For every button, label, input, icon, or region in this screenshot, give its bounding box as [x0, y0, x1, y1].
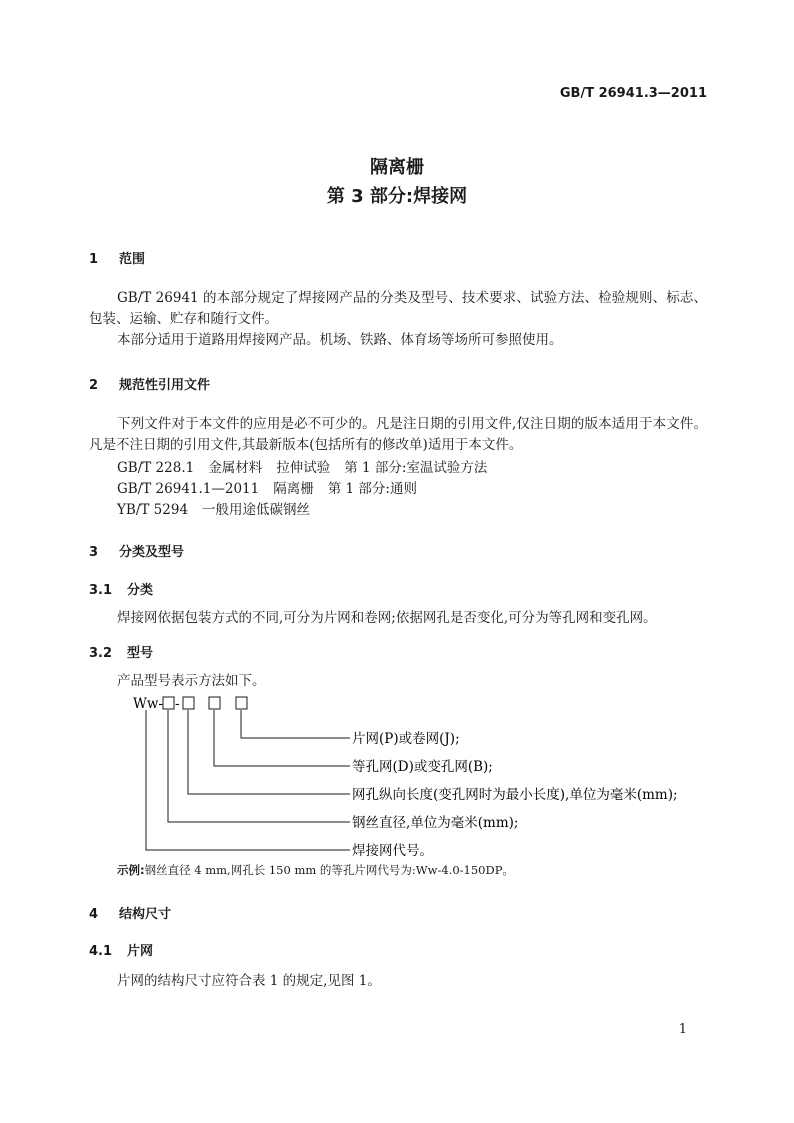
document-title: 隔离栅: [370, 157, 424, 178]
section-number: 4: [89, 907, 99, 922]
section-number: 2: [89, 378, 99, 393]
section-title: 规范性引用文件: [119, 378, 211, 393]
leader-line: [241, 710, 350, 738]
leader-line: [188, 710, 350, 794]
diagram-label: 钢丝直径,单位为毫米(mm);: [352, 815, 519, 831]
diagram-label: 网孔纵向长度(变孔网时为最小长度),单位为毫米(mm);: [352, 787, 678, 803]
section-number: 3.2: [89, 646, 113, 661]
section-title: 范围: [119, 252, 146, 267]
placeholder-box: [236, 697, 247, 709]
section-number: 1: [89, 252, 99, 267]
section-title: 片网: [127, 944, 154, 959]
page-number: 1: [678, 1022, 687, 1037]
section-4-1-heading: [89, 940, 153, 959]
section-4-heading: [89, 903, 171, 922]
example-text: 钢丝直径 4 mm,网孔长 150 mm 的等孔片网代号为:Ww-4.0-150DP。: [144, 863, 514, 877]
reference-code: GB/T 26941.1—2011: [117, 481, 260, 497]
section-number: 4.1: [89, 944, 113, 959]
reference-name: 金属材料: [208, 460, 263, 476]
leader-line: [146, 710, 350, 850]
section-2-paragraph-1: 下列文件对于本文件的应用是必不可少的。凡是注日期的引用文件,仅注日期的版本适用于本文件。凡是不注日期的引用文件,其最新版本(包括所有的修改单)适用于本文件。: [89, 416, 707, 453]
reference-code: YB/T 5294: [117, 502, 189, 518]
reference-name: 隔离栅: [273, 481, 314, 497]
section-title: 结构尺寸: [119, 907, 172, 922]
section-title: 型号: [127, 646, 154, 661]
diagram-label: 片网(P)或卷网(J);: [352, 731, 460, 747]
reference-name: 一般用途低碳钢丝: [202, 502, 311, 518]
section-4-1-paragraph: 片网的结构尺寸应符合表 1 的规定,见图 1。: [117, 973, 381, 989]
document-subtitle: 第 3 部分:焊接网: [326, 186, 468, 207]
reference-name-part: 第 1 部分:通则: [327, 481, 417, 497]
example-note: [117, 862, 514, 878]
placeholder-box: [209, 697, 220, 709]
section-1-paragraph-2: 本部分适用于道路用焊接网产品。机场、铁路、体育场等场所可参照使用。: [117, 332, 563, 348]
example-label: 示例:: [117, 863, 145, 877]
placeholder-box: [183, 697, 194, 709]
placeholder-box: [163, 697, 174, 709]
reference-name-part: 第 1 部分:室温试验方法: [344, 460, 488, 476]
section-3-1-paragraph: 焊接网依据包装方式的不同,可分为片网和卷网;依据网孔是否变化,可分为等孔网和变孔网。: [117, 610, 657, 626]
section-1-paragraph-1: GB/T 26941 的本部分规定了焊接网产品的分类及型号、技术要求、试验方法、检验规则、标志、包装、运输、贮存和随行文件。: [89, 290, 707, 327]
standard-code: GB/T 26941.3—2011: [559, 86, 707, 101]
model-prefix: Ww-: [133, 696, 163, 712]
reference-name-part: 拉伸试验: [276, 460, 331, 476]
section-number: 3: [89, 545, 99, 560]
diagram-label: 焊接网代号。: [352, 843, 433, 859]
reference-code: GB/T 228.1: [117, 460, 195, 476]
section-title: 分类及型号: [119, 545, 185, 560]
model-dash: -: [175, 696, 180, 712]
diagram-label: 等孔网(D)或变孔网(B);: [352, 759, 493, 775]
section-3-2-paragraph: 产品型号表示方法如下。: [117, 673, 266, 689]
section-title: 分类: [127, 583, 154, 598]
section-number: 3.1: [89, 583, 113, 598]
